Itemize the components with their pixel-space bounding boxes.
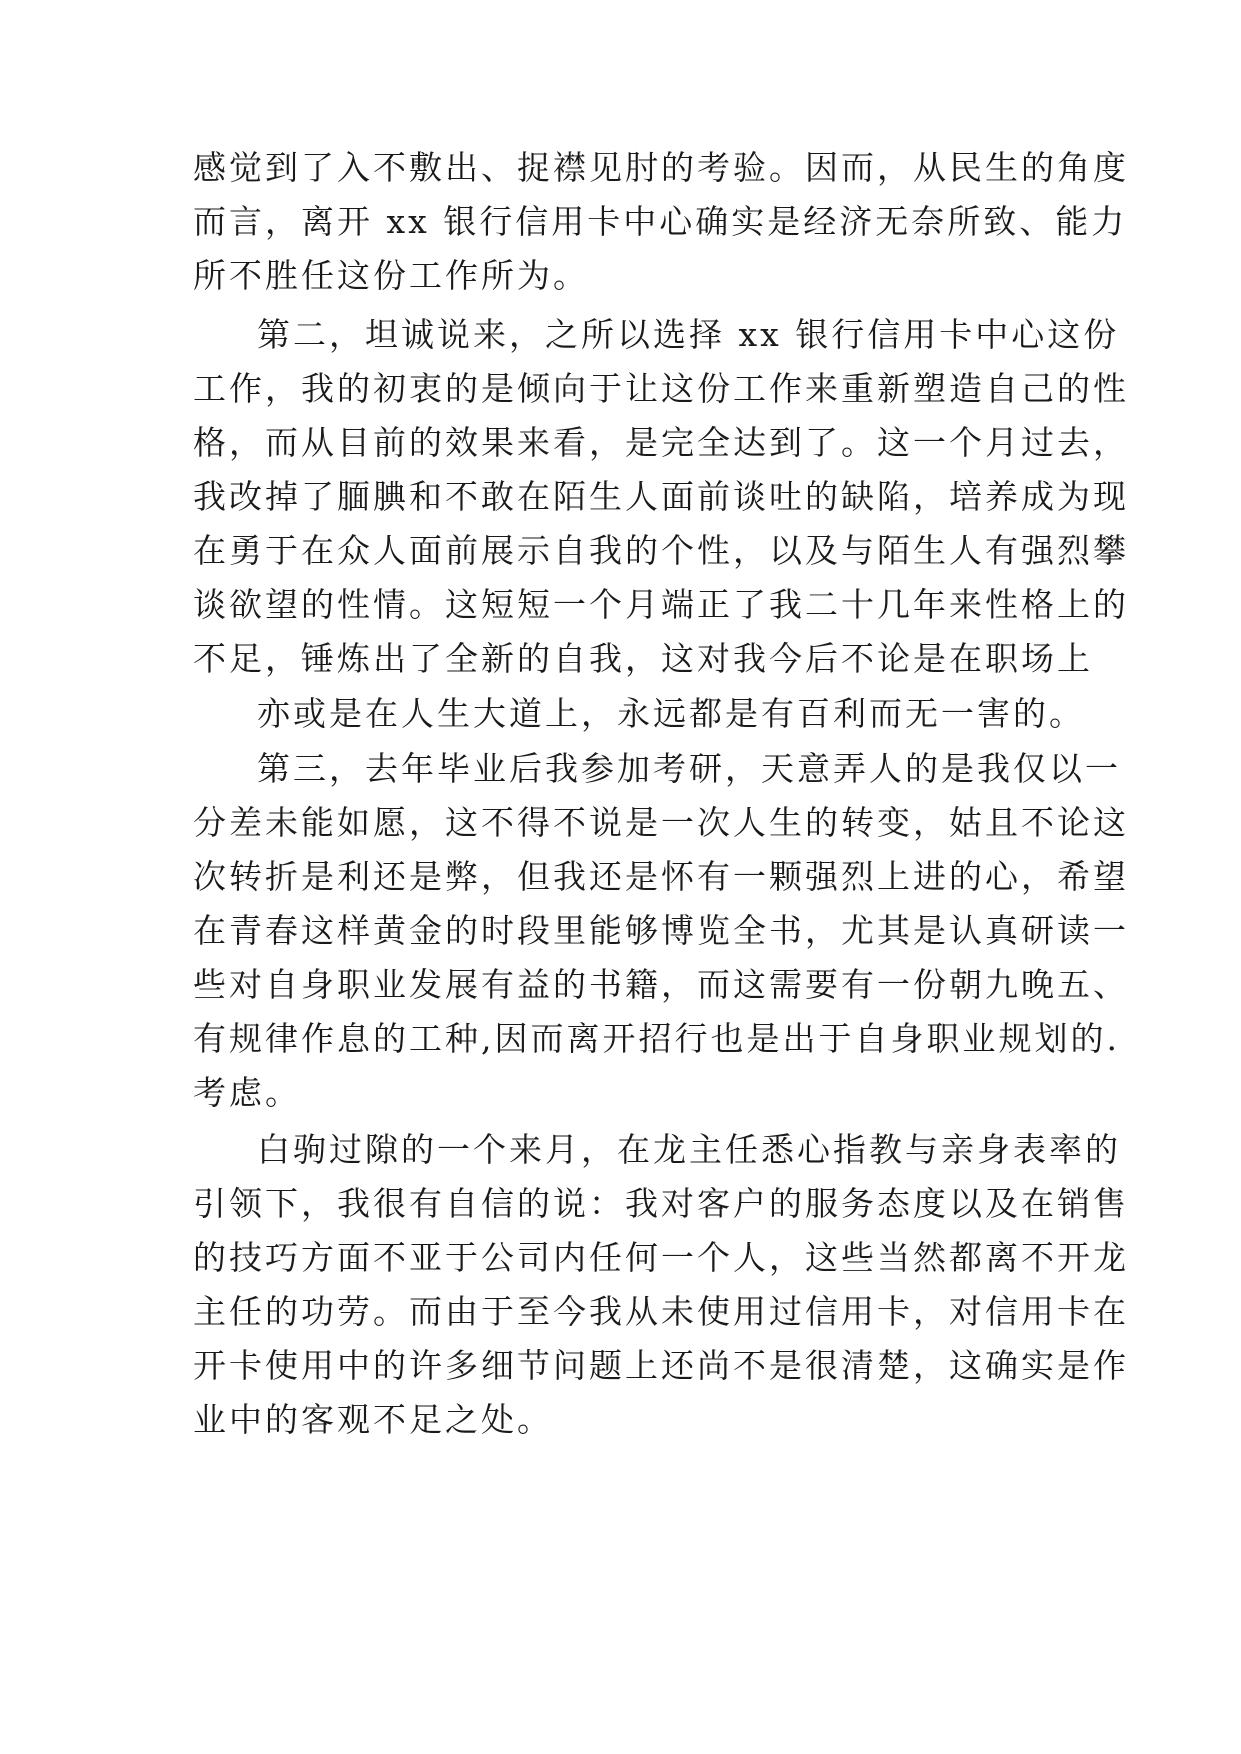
paragraph-start-line: 亦或是在人生大道上，永远都是有百利而无一害的。 bbox=[257, 694, 1085, 733]
text-line: 开卡使用中的许多细节问题上还尚不是很清楚，这确实是作 bbox=[193, 1346, 1129, 1385]
paragraph-start-line: 第二，坦诚说来，之所以选择 xx 银行信用卡中心这份 bbox=[257, 315, 1120, 354]
text-line: 在青春这样黄金的时段里能够博览全书，尤其是认真研读一 bbox=[193, 911, 1129, 950]
text-line: 主任的功劳。而由于至今我从未使用过信用卡，对信用卡在 bbox=[193, 1292, 1129, 1331]
text-line: 所不胜任这份工作所为。 bbox=[193, 256, 589, 295]
text-line: 格，而从目前的效果来看，是完全达到了。这一个月过去， bbox=[193, 423, 1129, 462]
text-line: 谈欲望的性情。这短短一个月端正了我二十几年来性格上的 bbox=[193, 585, 1129, 624]
text-line: 些对自身职业发展有益的书籍，而这需要有一份朝九晚五、 bbox=[193, 965, 1129, 1004]
text-line: 感觉到了入不敷出、捉襟见肘的考验。因而，从民生的角度 bbox=[193, 148, 1129, 187]
text-line: 我改掉了腼腆和不敢在陌生人面前谈吐的缺陷，培养成为现 bbox=[193, 477, 1129, 516]
text-line: 而言，离开 xx 银行信用卡中心确实是经济无奈所致、能力 bbox=[193, 202, 1128, 241]
text-line: 工作，我的初衷的是倾向于让这份工作来重新塑造自己的性 bbox=[193, 369, 1129, 408]
text-line: 业中的客观不足之处。 bbox=[193, 1400, 553, 1439]
text-line: 有规律作息的工种,因而离开招行也是出于自身职业规划的. bbox=[193, 1019, 1120, 1058]
text-line: 次转折是利还是弊，但我还是怀有一颗强烈上进的心，希望 bbox=[193, 857, 1129, 896]
text-line: 不足，锤炼出了全新的自我，这对我今后不论是在职场上 bbox=[193, 639, 1093, 678]
paragraph-start-line: 第三，去年毕业后我参加考研，天意弄人的是我仅以一 bbox=[257, 749, 1121, 788]
text-line: 在勇于在众人面前展示自我的个性，以及与陌生人有强烈攀 bbox=[193, 531, 1129, 570]
text-line: 考虑。 bbox=[193, 1073, 301, 1112]
text-line: 的技巧方面不亚于公司内任何一个人，这些当然都离不开龙 bbox=[193, 1238, 1129, 1277]
paragraph-start-line: 白驹过隙的一个来月，在龙主任悉心指教与亲身表率的 bbox=[257, 1130, 1121, 1169]
text-line: 引领下，我很有自信的说：我对客户的服务态度以及在销售 bbox=[193, 1184, 1129, 1223]
text-line: 分差未能如愿，这不得不说是一次人生的转变，姑且不论这 bbox=[193, 803, 1129, 842]
